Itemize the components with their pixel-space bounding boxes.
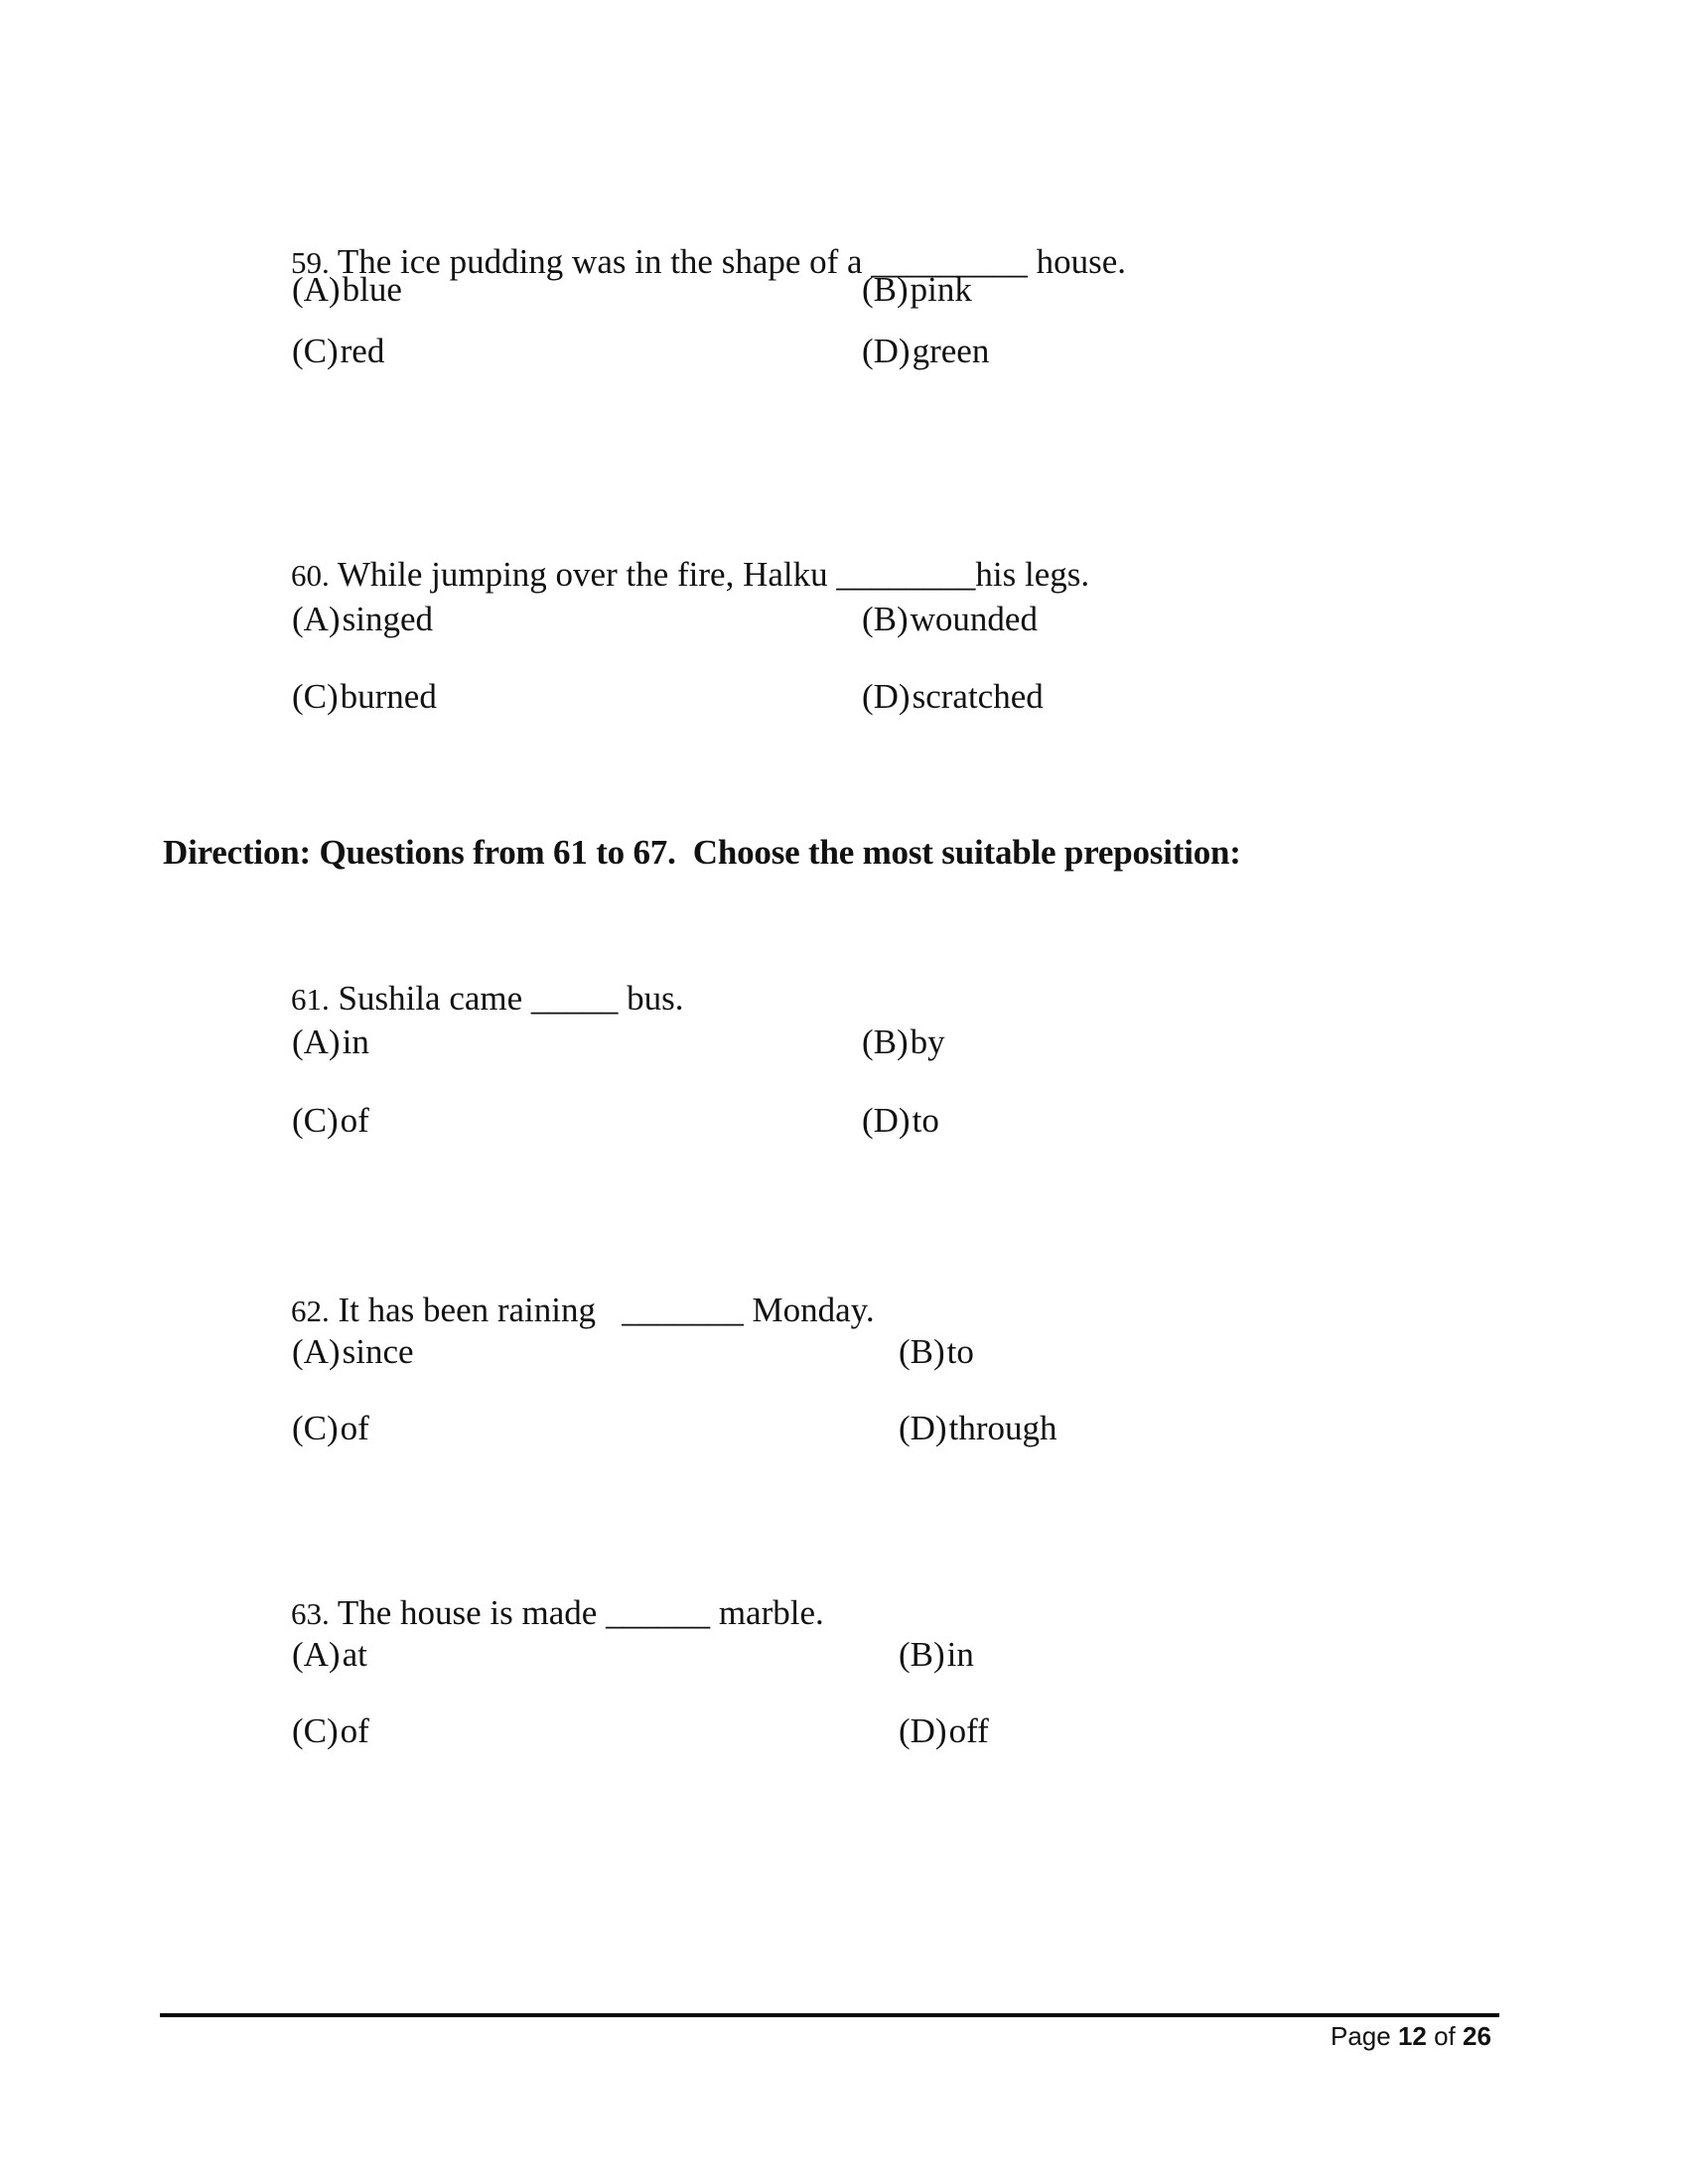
option-a: [292, 272, 402, 307]
option-text: in: [946, 1635, 974, 1674]
of-word: of: [1426, 2021, 1464, 2051]
option-c: [292, 1103, 369, 1138]
option-c: [292, 334, 384, 368]
question-text: Sushila came: [329, 979, 531, 1018]
option-label: (C): [292, 1101, 339, 1140]
option-label: (B): [899, 1332, 945, 1371]
question-number: 60.: [291, 558, 330, 593]
option-c: [292, 1411, 369, 1445]
total-pages: 26: [1463, 2021, 1491, 2051]
section-direction: Direction: Questions from 61 to 67. Choose the most suitable preposition:: [163, 833, 1241, 872]
option-text: red: [340, 332, 385, 370]
option-a: [292, 1637, 367, 1672]
question-number: 62.: [291, 1294, 330, 1328]
question-text-end: his legs.: [975, 555, 1090, 594]
option-text: of: [340, 1711, 369, 1750]
answer-blank: _________: [871, 242, 1028, 281]
option-label: (C): [292, 1409, 339, 1447]
answer-blank: ________: [836, 555, 976, 594]
answer-blank: ______: [606, 1593, 711, 1632]
option-d: [899, 1713, 989, 1748]
option-text: since: [342, 1332, 414, 1371]
option-label: (D): [899, 1409, 947, 1447]
option-label: (B): [862, 1023, 909, 1061]
option-label: (B): [862, 600, 909, 638]
option-text: to: [912, 1101, 939, 1140]
option-label: (B): [899, 1635, 945, 1674]
option-text: blue: [342, 270, 402, 309]
option-b: [862, 272, 972, 307]
option-label: (D): [862, 677, 911, 716]
option-text: in: [342, 1023, 369, 1061]
option-label: (C): [292, 677, 339, 716]
question-text: It has been raining: [329, 1291, 623, 1329]
answer-blank: _____: [530, 979, 619, 1018]
option-label: (A): [292, 1332, 341, 1371]
option-b: [899, 1334, 974, 1369]
question-number: 59.: [291, 245, 330, 280]
answer-blank: _______: [622, 1291, 744, 1329]
option-b: [899, 1637, 974, 1672]
page-word: Page: [1331, 2021, 1398, 2051]
option-text: wounded: [910, 600, 1038, 638]
option-label: (A): [292, 1023, 341, 1061]
question-text: The ice pudding was in the shape of a: [329, 242, 872, 281]
question-text: The house is made: [329, 1593, 607, 1632]
option-c: [292, 1713, 369, 1748]
option-text: through: [948, 1409, 1057, 1447]
option-b: [862, 1024, 945, 1059]
current-page: 12: [1397, 2021, 1427, 2051]
question-text-end: house.: [1027, 242, 1126, 281]
option-text: pink: [910, 270, 972, 309]
footer-divider: [160, 2013, 1499, 2017]
option-d: [899, 1411, 1056, 1445]
option-text: burned: [340, 677, 437, 716]
option-label: (B): [862, 270, 909, 309]
question-number: 63.: [291, 1596, 330, 1631]
question-text-end: marble.: [710, 1593, 824, 1632]
option-d: [862, 334, 989, 368]
option-text: to: [946, 1332, 974, 1371]
option-d: [862, 1103, 939, 1138]
question-text-end: Monday.: [743, 1291, 875, 1329]
option-a: [292, 602, 433, 636]
option-text: green: [912, 332, 990, 370]
option-label: (A): [292, 1635, 341, 1674]
option-label: (D): [862, 1101, 911, 1140]
option-d: [862, 679, 1044, 714]
option-label: (A): [292, 600, 341, 638]
option-c: [292, 679, 437, 714]
option-label: (A): [292, 270, 341, 309]
question-text-end: bus.: [618, 979, 684, 1018]
option-label: (C): [292, 332, 339, 370]
option-text: of: [340, 1409, 369, 1447]
option-label: (D): [899, 1711, 947, 1750]
option-text: by: [910, 1023, 945, 1061]
option-a: [292, 1334, 414, 1369]
option-b: [862, 602, 1038, 636]
option-text: singed: [342, 600, 433, 638]
option-text: of: [340, 1101, 369, 1140]
option-text: at: [342, 1635, 367, 1674]
option-text: scratched: [912, 677, 1044, 716]
option-a: [292, 1024, 369, 1059]
question-text: While jumping over the fire, Halku: [329, 555, 837, 594]
question-number: 61.: [291, 982, 330, 1017]
page-number: [1331, 2023, 1491, 2049]
option-label: (C): [292, 1711, 339, 1750]
option-text: off: [948, 1711, 989, 1750]
option-label: (D): [862, 332, 911, 370]
